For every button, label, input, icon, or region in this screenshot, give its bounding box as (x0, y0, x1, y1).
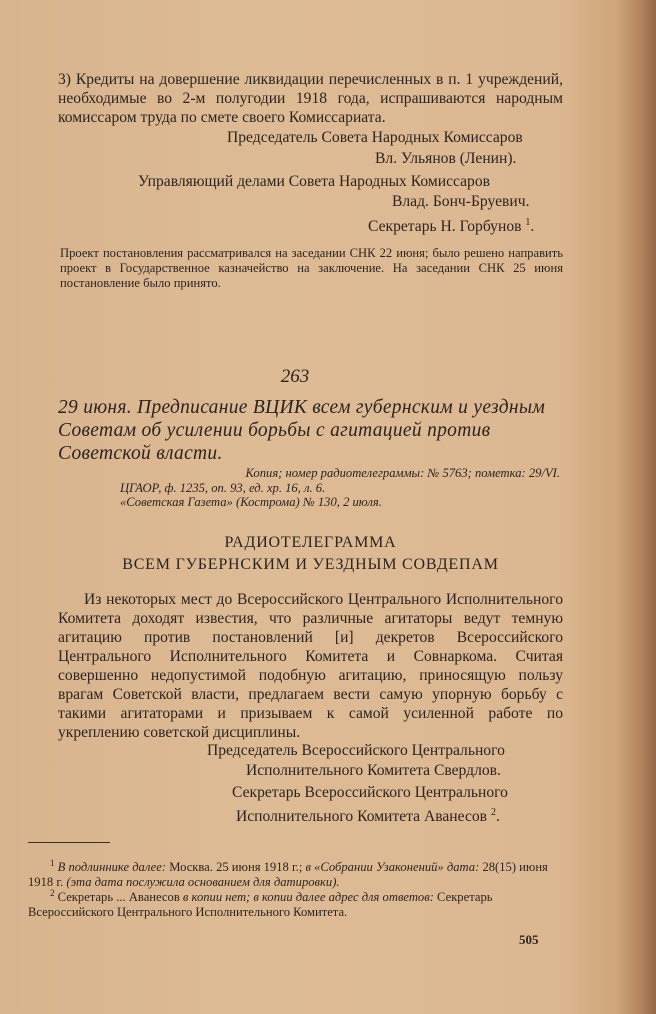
sig-chair-title: Председатель Совета Народных Комиссаров (227, 129, 523, 146)
page-number: 505 (519, 932, 539, 947)
sig-manager-title: Управляющий делами Совета Народных Комиссаров (138, 173, 491, 190)
source-line-1: Копия; номер радиотелеграммы: № 5763; пометка: 29/VI. (245, 466, 560, 480)
document-number: 263 (280, 366, 310, 387)
sig-vtsik-chair-l2: Исполнительного Комитета Свердлов. (246, 762, 501, 779)
top-paragraph: 3) Кредиты на довершение ликвидации перечисленных в п. 1 учреждений, необходимые во 2-м полугодии 1918 года, испрашиваются народным комиссаром труда по смете своего Комиссариата. (58, 71, 563, 126)
sig-chair-name: Вл. Ульянов (Ленин). (375, 150, 517, 167)
footnote-1: $^1$ В подлиннике далее: Москва. 25 июня 1918 г.; в «Собрании Узаконений» дата: 28(15) июня 1918 г. (эта дата послужила основанием для датировки). (28, 858, 548, 889)
main-paragraph: Из некоторых мест до Всероссийского Центрального Исполнительного Комитета доходят известия, что различные агитаторы ведут темную агитацию против постановлений [и] декретов Всероссийского Центрального Исполнительного Комитета и Совнаркома. Считая совершенно недопустимой подобную агитацию, приносящую пользу врагам Советской власти, предлагаем вести самую упорную борьбу с такими агитаторами и призываем к самой усиленной работе по укреплению советской дисциплины. (58, 591, 563, 741)
footnote-2: $^2$ Секретарь ... Аванесов в копии нет; в копии далее адрес для ответов: Секретарь Всероссийского Центрального Исполнительного Комитета. (28, 888, 493, 919)
sig-vtsik-chair-l1: Председатель Всероссийского Центрального (207, 742, 505, 759)
source-block (120, 466, 560, 510)
sig-manager-name: Влад. Бонч-Бруевич. (392, 193, 530, 210)
sig-secretary: Секретарь Н. Горбунов $^1$. (368, 217, 535, 236)
sig-vtsik-sec-l2: Исполнительного Комитета Аванесов $^2$. (236, 807, 500, 826)
footnote-ref-2: 2 (490, 807, 496, 818)
telegram-subtitle: ВСЕМ ГУБЕРНСКИМ И УЕЗДНЫМ СОВДЕПАМ (122, 556, 499, 573)
telegram-title: РАДИОТЕЛЕГРАММА (224, 534, 397, 551)
source-line-3: «Советская Газета» (Кострома) № 130, 2 июля. (120, 495, 382, 509)
source-line-2: ЦГАОР, ф. 1235, оп. 93, ед. хр. 16, л. 6. (120, 480, 326, 495)
sig-vtsik-sec-l1: Секретарь Всероссийского Центрального (232, 784, 508, 801)
footnote-ref-1: 1 (525, 217, 531, 228)
note: Проект постановления рассматривался на заседании СНК 22 июня; было решено направить проект в Государственное казначейство на заключение. На заседании СНК 25 июня постановление было принято. (60, 246, 563, 290)
document-heading: 29 июня. Предписание ВЦИК всем губернским и уездным Советам об усилении борьбы с агитацией против Советской власти. (58, 397, 546, 464)
footnote-divider (28, 842, 110, 843)
page-edge-shadow (618, 0, 656, 1014)
